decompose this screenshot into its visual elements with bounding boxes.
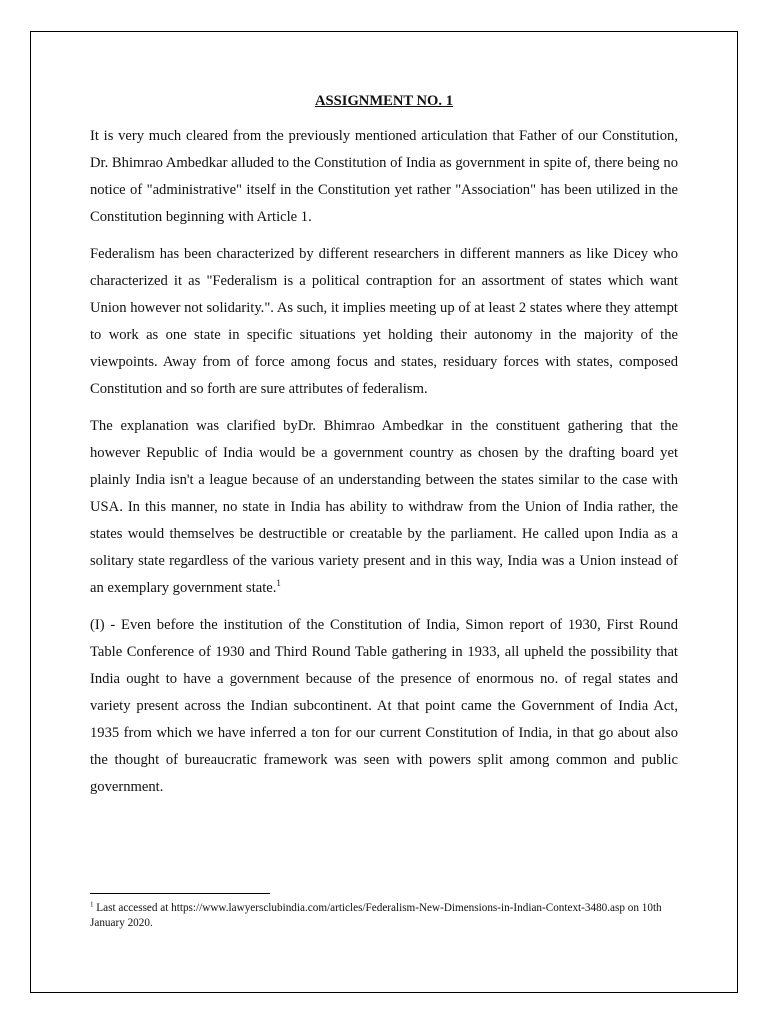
paragraph-1: It is very much cleared from the previously mentioned articulation that Father of our Constitution, Dr. Bhimrao Ambedkar alluded to the Constitution of India as government in spite of, there being no notice of "administrative" itself in the Constitution yet rather "Association" has been utilized in the Constitution beginning with Article 1. bbox=[90, 128, 678, 225]
paragraph-3-text: The explanation was clarified byDr. Bhimrao Ambedkar in the constituent gathering that the however Republic of India would be a government country as chosen by the drafting board yet plainly India isn't a league because of an understanding between the states similar to the case with USA. In this manner, no state in India has ability to withdraw from the Union of India rather, the states would themselves be destructible or creatable by the parliament. He called upon India as a solitary state regardless of the various variety present and in this way, India was a Union instead of an exemplary government state. bbox=[90, 418, 678, 596]
page-content bbox=[90, 88, 678, 811]
footnote-reference[interactable]: 1 bbox=[276, 578, 281, 589]
footnote-separator bbox=[90, 893, 270, 894]
paragraph-4: (I) - Even before the institution of the Constitution of India, Simon report of 1930, First Round Table Conference of 1930 and Third Round Table gathering in 1933, all upheld the possibility that India ought to have a government because of the presence of enormous no. of regal states and variety present across the Indian subcontinent. At that point came the Government of India Act, 1935 from which we have inferred a ton for our current Constitution of India, in that go about also the thought of bureaucratic framework was seen with powers split among common and public government. bbox=[90, 617, 678, 795]
paragraph-2: Federalism has been characterized by different researchers in different manners as like Dicey who characterized it as "Federalism is a political contraption for an assortment of states which want Union however not solidarity.". As such, it implies meeting up of at least 2 states where they attempt to work as one state in specific situations yet holding their autonomy in the majority of the viewpoints. Away from of force among focus and states, residuary forces with states, composed Constitution and so forth are sure attributes of federalism. bbox=[90, 246, 678, 397]
footnote-text: Last accessed at https://www.lawyersclubindia.com/articles/Federalism-New-Dimensions-in-Indian-Context-3480.asp on 10th January 2020. bbox=[90, 902, 662, 929]
paragraph-3 bbox=[90, 413, 678, 602]
footnote bbox=[90, 901, 670, 931]
document-title: ASSIGNMENT NO. 1 bbox=[315, 93, 453, 109]
footnote-marker: 1 bbox=[90, 900, 94, 909]
